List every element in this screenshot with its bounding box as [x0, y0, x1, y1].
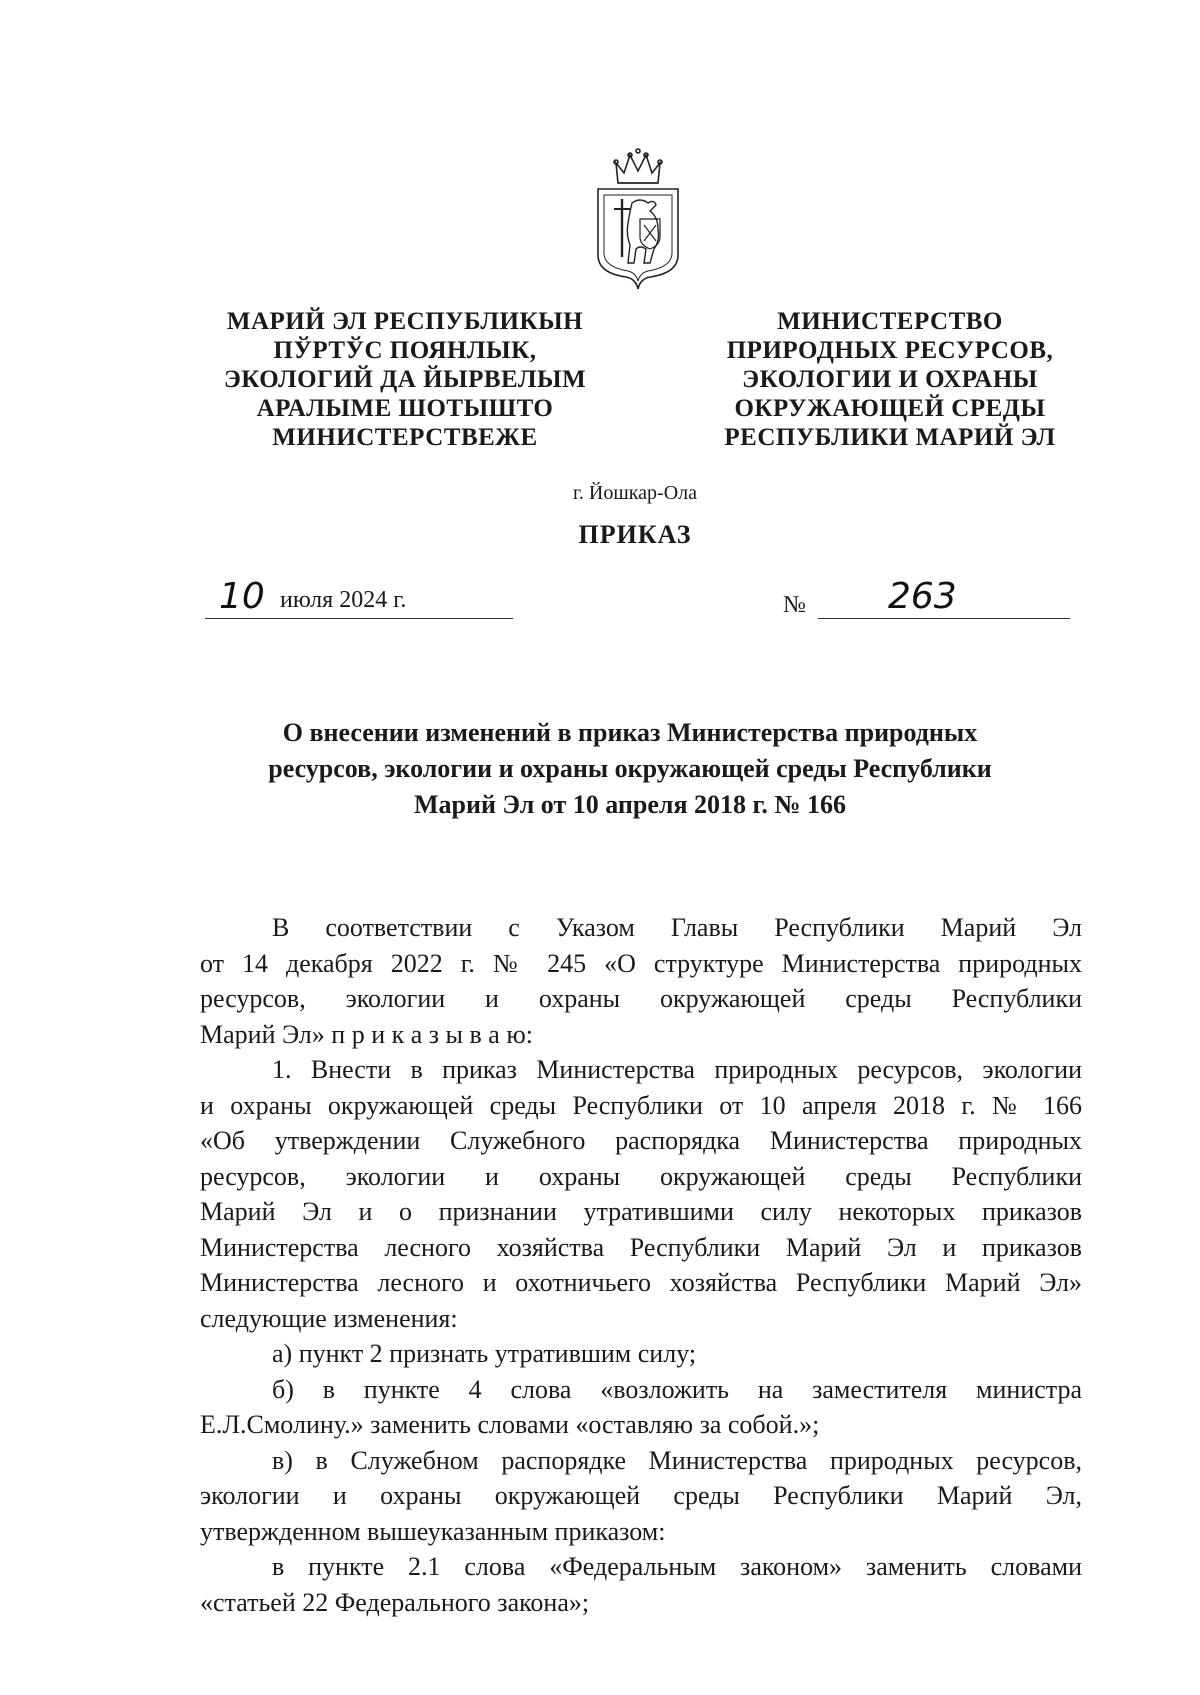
body-line: «Об утверждении Служебного распорядка Министерства природных: [200, 1126, 1082, 1155]
date-day-handwritten: 10: [219, 576, 265, 617]
header-left-line: ПЎРТЎС ПОЯНЛЫК,: [273, 337, 537, 364]
body-line: утвержденном вышеуказанным приказом:: [200, 1516, 666, 1546]
body-line: в) в Служебном распорядке Министерства природных ресурсов,: [272, 1445, 1082, 1475]
header-left-line: АРАЛЫМЕ ШОТЫШТО: [256, 395, 554, 422]
header-right-line: ЭКОЛОГИИ И ОХРАНЫ: [742, 366, 1038, 393]
header-right-line: РЕСПУБЛИКИ МАРИЙ ЭЛ: [724, 424, 1056, 451]
body-line: ресурсов, экологии и охраны окружающей среды Республики: [200, 984, 1082, 1013]
body-line: ресурсов, экологии и охраны окружающей среды Республики: [200, 1161, 1082, 1191]
header-right-line: ОКРУЖАЮЩЕЙ СРЕДЫ: [734, 395, 1046, 422]
body-line: от 14 декабря 2022 г. № 245 «О структуре Министерства природных: [200, 948, 1082, 978]
header-right-line: ПРИРОДНЫХ РЕСУРСОВ,: [726, 337, 1054, 364]
header-left-mari: [185, 307, 625, 452]
body-line: 1. Внести в приказ Министерства природных ресурсов, экологии: [272, 1055, 1082, 1084]
title-line: О внесении изменений в приказ Министерства природных: [282, 718, 978, 747]
body-line: Министерства лесного и охотничьего хозяйства Республики Марий Эл»: [200, 1268, 1082, 1297]
body-line: в пункте 2.1 слова «Федеральным законом» заменить словами: [272, 1552, 1082, 1581]
number-field: [818, 576, 1070, 619]
body-line: и охраны окружающей среды Республики от 10 апреля 2018 г. № 166: [200, 1090, 1082, 1120]
body-line: Марий Эл и о признании утратившими силу некоторых приказов: [200, 1197, 1082, 1226]
header-right-russian: [690, 307, 1090, 452]
body-line: экологии и охраны окружающей среды Республики Марий Эл,: [200, 1481, 1082, 1510]
body-line: Марий Эл» п р и к а з ы в а ю:: [200, 1019, 533, 1049]
document-title: [170, 715, 1090, 823]
date-field: [205, 576, 513, 619]
number-sign: №: [783, 592, 806, 618]
body-line: следующие изменения:: [200, 1303, 458, 1333]
header-right-line: МИНИСТЕРСТВО: [777, 308, 1003, 335]
header-left-line: ЭКОЛОГИЙ ДА ЙЫРВЕЛЫМ: [223, 366, 587, 393]
header-left-line: МАРИЙ ЭЛ РЕСПУБЛИКЫН: [226, 308, 584, 335]
body-line: Е.Л.Смолину.» заменить словами «оставляю за собой.»;: [200, 1410, 820, 1439]
body-line: б) в пункте 4 слова «возложить на заместителя министра: [272, 1374, 1082, 1404]
header-left-line: МИНИСТЕРСТВЕЖЕ: [272, 424, 538, 451]
title-line: Марий Эл от 10 апреля 2018 г. № 166: [413, 790, 847, 819]
document-type: ПРИКАЗ: [578, 520, 692, 549]
title-line: ресурсов, экологии и охраны окружающей среды Республики: [268, 754, 992, 783]
body-line: В соответствии с Указом Главы Республики Марий Эл: [272, 913, 1082, 942]
body-line: Министерства лесного хозяйства Республики Марий Эл и приказов: [200, 1232, 1082, 1262]
body-line: «статьей 22 Федерального закона»;: [200, 1587, 590, 1617]
body-line: а) пункт 2 признать утратившим силу;: [272, 1339, 697, 1368]
city-name: г. Йошкар-Ола: [572, 482, 698, 504]
date-month-year: июля 2024 г.: [280, 587, 407, 613]
number-handwritten: 263: [888, 576, 957, 617]
coat-of-arms-emblem: [588, 145, 688, 295]
document-body: [200, 910, 1082, 1620]
